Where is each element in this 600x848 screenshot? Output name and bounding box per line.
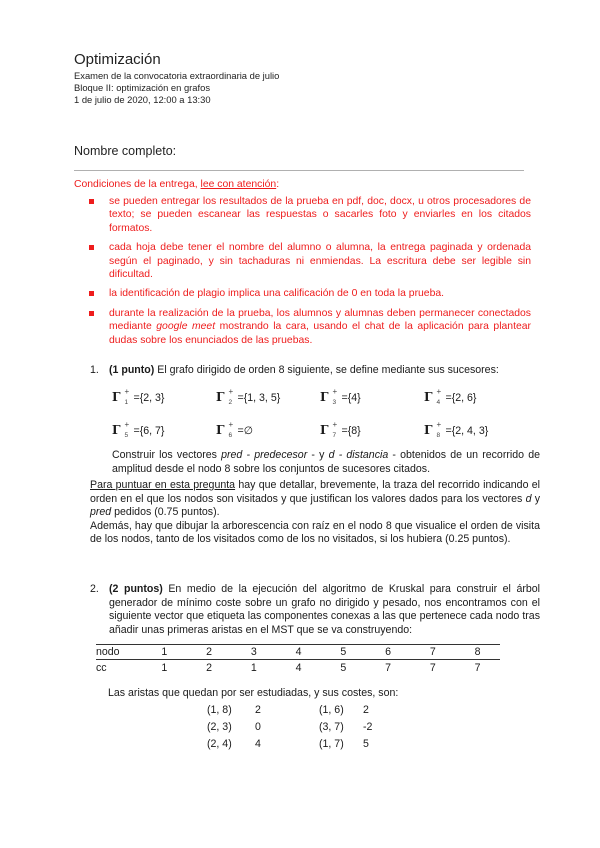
edge-label: (1, 8) (207, 704, 232, 716)
table-cell: 1 (250, 661, 257, 674)
edge-cost: 2 (363, 704, 369, 716)
row-label: cc (96, 661, 107, 674)
condition-text: la identificación de plagio implica una calificación de 0 en toda la prueba. (109, 288, 445, 300)
condition-text-italic: google meet (156, 321, 216, 333)
gamma-symbol: Γ (216, 390, 225, 404)
edge-label: (1, 7) (319, 738, 344, 750)
full-name-label: Nombre completo: (74, 144, 177, 158)
table-cell: 8 (455, 645, 500, 660)
gamma-symbol: Γ (320, 423, 329, 437)
successor-value: ={6, 7} (133, 425, 165, 437)
table-cell: 5 (321, 645, 366, 660)
table-cell: 7 (474, 661, 481, 674)
task-text: - obtenidos de un recorrido de amplitud desde el nodo 8 sobre los conjuntos de sucesores citados. (112, 449, 540, 475)
scoring-text: y (531, 492, 540, 505)
superscript: + (228, 387, 234, 397)
scoring-text: hay que detallar, brevemente, la traza del recorrido indicando el orden en el que los nodos son visitados y que justifican los valores dados para los vectores (90, 479, 540, 505)
successor-value: ={2, 6} (445, 392, 477, 404)
superscript: + (124, 387, 130, 397)
node-subscript: 2 (228, 399, 233, 407)
condition-item (89, 307, 531, 347)
successor-set-7 (320, 420, 361, 440)
table-cell: 2 (187, 645, 232, 660)
edge-label: (3, 7) (319, 721, 344, 733)
node-subscript: 4 (436, 399, 441, 407)
question-number: 1. (90, 364, 99, 376)
successor-value: ={8} (341, 425, 361, 437)
gamma-symbol: Γ (424, 423, 433, 437)
row-label: nodo (96, 645, 142, 660)
node-subscript: 6 (228, 432, 233, 440)
successor-value: ={1, 3, 5} (237, 392, 281, 404)
edges-intro: Las aristas que quedan por ser estudiadas, y sus costes, son: (108, 687, 399, 699)
edge-cost: 0 (255, 721, 261, 733)
edge-cost: 2 (255, 704, 261, 716)
conditions-heading (74, 179, 279, 190)
task-text-italic: d - distancia (328, 449, 389, 461)
question-points: (2 puntos) (109, 583, 163, 595)
table-row-nodo (96, 645, 500, 660)
edge-label: (1, 6) (319, 704, 344, 716)
condition-text: mostrando la cara, usando el chat de la aplicación para plantear dudas sobre los enunciados de las pruebas. (109, 321, 531, 346)
question-1-heading (90, 364, 540, 378)
task-text: - y (307, 449, 329, 461)
question-points: (1 punto) (109, 364, 155, 376)
successor-set-1 (112, 387, 165, 407)
table-cell: 1 (161, 661, 168, 674)
scoring-text: pedidos (0.75 puntos). (111, 506, 220, 519)
node-subscript: 1 (124, 399, 129, 407)
edge-cost: -2 (363, 721, 373, 733)
gamma-symbol: Γ (112, 423, 121, 437)
successor-value: ={2, 4, 3} (445, 425, 489, 437)
gamma-symbol: Γ (424, 390, 433, 404)
superscript: + (436, 420, 442, 430)
superscript: + (124, 420, 130, 430)
node-subscript: 8 (436, 432, 441, 440)
node-subscript: 5 (124, 432, 129, 440)
gamma-symbol: Γ (320, 390, 329, 404)
question-intro: El grafo dirigido de orden 8 siguiente, se define mediante sus sucesores: (154, 364, 499, 376)
square-bullet-icon (89, 245, 94, 250)
edge-cost: 4 (255, 738, 261, 750)
edge-label: (2, 3) (207, 721, 232, 733)
connected-components-table (96, 644, 500, 674)
condition-text: cada hoja debe tener el nombre del alumno o alumna, la entrega paginada y ordenada según el paginado, y sin tachaduras ni enmiendas. La escritura debe ser legible sin dificultad. (109, 242, 531, 281)
conditions-heading-prefix: Condiciones de la entrega, (74, 179, 201, 190)
successor-set-3 (320, 387, 361, 407)
node-subscript: 3 (332, 399, 337, 407)
successor-set-4 (424, 387, 477, 407)
successor-set-6 (216, 420, 253, 440)
table-cell: 3 (232, 645, 277, 660)
condition-item (89, 241, 531, 281)
scoring-emphasis: Para puntuar en esta pregunta (90, 479, 236, 491)
question-number: 2. (90, 583, 99, 595)
question-1-task (112, 449, 540, 476)
table-cell: 7 (411, 645, 456, 660)
conditions-list (89, 195, 531, 353)
conditions-heading-emphasis: lee con atención (200, 179, 277, 190)
task-text-italic: pred - predecesor (221, 449, 308, 461)
superscript: + (436, 387, 442, 397)
table-row-cc (96, 660, 500, 675)
successor-value: ={4} (341, 392, 361, 404)
successor-set-2 (216, 387, 281, 407)
edge-label: (2, 4) (207, 738, 232, 750)
document-title: Optimización (74, 51, 161, 68)
superscript: + (332, 420, 338, 430)
exam-block: Bloque II: optimización en grafos (74, 82, 211, 93)
table-cell: 7 (429, 661, 436, 674)
node-subscript: 7 (332, 432, 337, 440)
question-2-heading (90, 583, 540, 637)
condition-text: durante la realización de la prueba, los alumnos y alumnas deben permanecer conectados mediante (109, 307, 531, 333)
condition-text: se pueden entregar los resultados de la prueba en pdf, doc, docx, u otros procesadores de texto; se pueden escanear las respuestas o sacarles foto y enviarles en los citados formatos. (109, 196, 531, 234)
table-cell: 4 (295, 661, 302, 674)
gamma-symbol: Γ (112, 390, 121, 404)
scoring-text-italic: pred (90, 506, 112, 519)
name-line-divider (74, 170, 524, 171)
square-bullet-icon (89, 291, 94, 296)
table-cell: 6 (366, 645, 411, 660)
scoring-text-extra: Además, hay que dibujar la arborescencia con raíz en el nodo 8 que visualice el orden de visita de los nodos, tanto de los visitados como de los no visitados, si los hubiera (0.25 puntos). (90, 519, 540, 546)
question-intro: En medio de la ejecución del algoritmo de Kruskal para construir el árbol generador de mínimo coste sobre un grafo no dirigido y pesado, nos encontramos con el siguiente vector que etiqueta las componentes conexas a las que pertenece cada nodo tras añadir unas primeras aristas en el MST que se va construyendo: (109, 583, 540, 636)
table-cell: 7 (385, 661, 392, 674)
superscript: + (228, 420, 234, 430)
scoring-text-italic: d (525, 492, 532, 505)
exam-date: 1 de julio de 2020, 12:00 a 13:30 (74, 94, 211, 105)
superscript: + (332, 387, 338, 397)
table-cell: 2 (206, 661, 213, 674)
successor-set-8 (424, 420, 489, 440)
table-cell: 5 (340, 661, 347, 674)
exam-subtitle: Examen de la convocatoria extraordinaria de julio (74, 70, 280, 81)
table-cell: 4 (276, 645, 321, 660)
successor-set-5 (112, 420, 165, 440)
square-bullet-icon (89, 311, 94, 316)
table-cell: 1 (142, 645, 187, 660)
conditions-heading-suffix: : (276, 179, 280, 190)
square-bullet-icon (89, 199, 94, 204)
gamma-symbol: Γ (216, 423, 225, 437)
condition-item (89, 287, 531, 300)
edge-cost: 5 (363, 738, 369, 750)
successor-value: ={2, 3} (133, 392, 165, 404)
successor-value: =∅ (237, 425, 253, 437)
question-1-scoring (90, 479, 540, 547)
task-text: Construir los vectores (112, 449, 222, 461)
condition-item (89, 195, 531, 235)
